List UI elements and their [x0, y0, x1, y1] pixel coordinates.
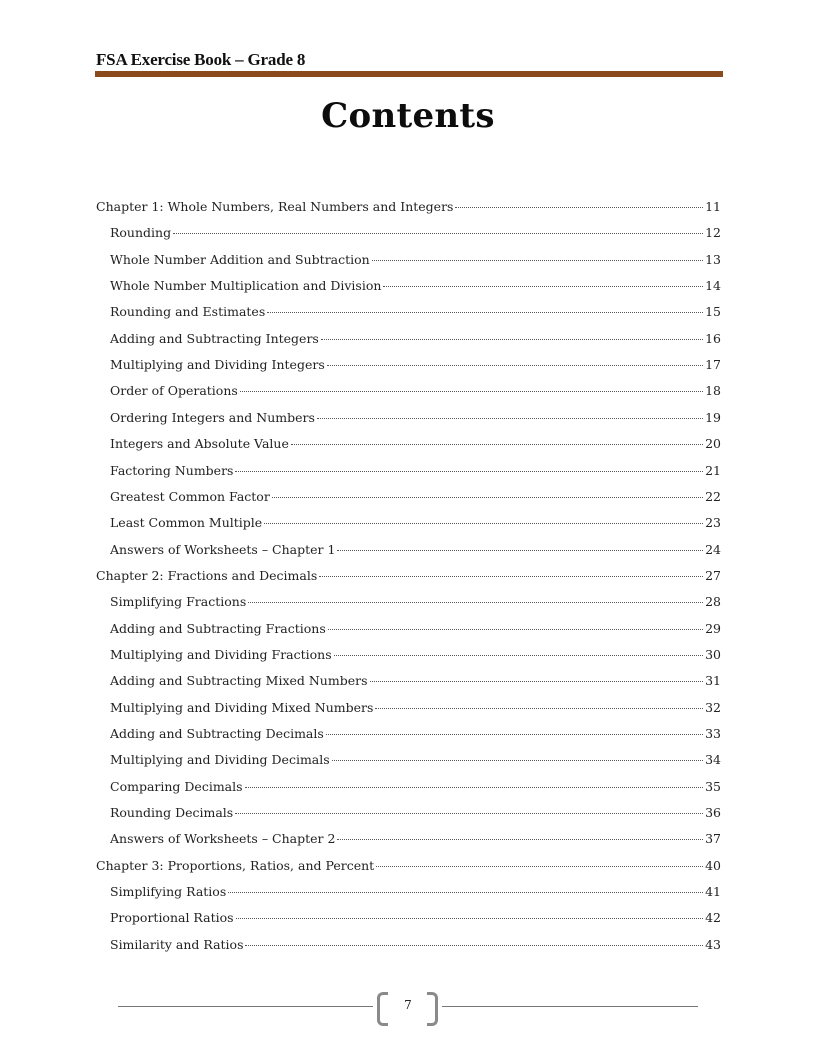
toc-entry[interactable]: [96, 721, 721, 747]
toc-entry-label: Adding and Subtracting Decimals: [110, 726, 324, 741]
toc-entry[interactable]: [96, 458, 721, 484]
toc-entry-page-number: 21: [705, 462, 721, 478]
footer-left-bracket: [377, 992, 388, 1026]
toc-entry-page-number: 29: [705, 620, 721, 636]
toc-entry-label: Order of Operations: [110, 383, 238, 399]
dot-leader: [228, 891, 703, 893]
toc-entry-label: Adding and Subtracting Fractions: [110, 620, 326, 636]
toc-entry-label: Proportional Ratios: [110, 910, 234, 926]
toc-entry-label: Rounding: [110, 225, 172, 241]
toc-entry-page-number: 31: [705, 673, 721, 689]
dot-leader: [375, 707, 703, 709]
toc-entry-label: Simplifying Fractions: [110, 594, 247, 610]
toc-entry[interactable]: [96, 826, 721, 852]
toc-chapter-entry[interactable]: [96, 194, 721, 220]
toc-entry-label: Multiplying and Dividing Mixed Numbers: [110, 699, 374, 715]
toc-entry[interactable]: [96, 800, 721, 826]
toc-entry-page-number: 34: [705, 752, 721, 768]
page-number: 7: [404, 998, 412, 1012]
toc-entry-label: Greatest Common Factor: [110, 488, 270, 504]
toc-entry-page-number: 37: [705, 831, 721, 847]
footer-rule-left: [118, 1006, 373, 1007]
toc-entry[interactable]: [96, 405, 721, 431]
toc-entry-page-number: 11: [705, 199, 721, 214]
toc-entry-label: Integers and Absolute Value: [110, 436, 289, 452]
toc-entry-label: Comparing Decimals: [110, 778, 243, 794]
dot-leader: [291, 443, 703, 445]
dot-leader: [245, 944, 703, 946]
toc-entry-page-number: 18: [705, 383, 721, 399]
toc-entry-label: Ordering Integers and Numbers: [110, 409, 315, 425]
toc-entry[interactable]: [96, 326, 721, 352]
toc-entry-label: Least Common Multiple: [110, 515, 263, 531]
toc-entry-label: Multiplying and Dividing Integers: [110, 357, 325, 373]
dot-leader: [370, 680, 704, 682]
toc-entry-label: Answers of Worksheets – Chapter 1: [110, 541, 336, 557]
toc-entry-label: Factoring Numbers: [110, 462, 234, 478]
header-rule: [95, 71, 723, 77]
toc-entry-page-number: 28: [705, 594, 721, 610]
dot-leader: [267, 311, 703, 313]
toc-entry[interactable]: [96, 695, 721, 721]
toc-entry[interactable]: [96, 247, 721, 273]
dot-leader: [321, 338, 703, 340]
running-header-title: FSA Exercise Book – Grade 8: [96, 50, 306, 69]
toc-entry-label: Whole Number Addition and Subtraction: [110, 251, 370, 267]
toc-entry-page-number: 35: [705, 778, 721, 794]
toc-entry[interactable]: [96, 431, 721, 457]
toc-entry-label: Adding and Subtracting Integers: [110, 330, 319, 346]
toc-entry-page-number: 32: [705, 699, 721, 715]
toc-entry-page-number: 14: [705, 278, 721, 294]
dot-leader: [455, 206, 703, 208]
toc-entry-label: Chapter 2: Fractions and Decimals: [96, 567, 318, 583]
toc-entry-page-number: 15: [705, 304, 721, 320]
toc-entry[interactable]: [96, 932, 721, 958]
dot-leader: [372, 259, 703, 261]
toc-entry[interactable]: [96, 484, 721, 510]
toc-entry-label: Simplifying Ratios: [110, 884, 227, 900]
toc-entry-label: Whole Number Multiplication and Division: [110, 278, 382, 294]
toc-entry[interactable]: [96, 774, 721, 800]
dot-leader: [235, 812, 703, 814]
toc-entry-page-number: 41: [705, 884, 721, 900]
toc-entry-label: Chapter 3: Proportions, Ratios, and Percent: [96, 857, 375, 873]
toc-entry-label: Similarity and Ratios: [110, 936, 244, 952]
dot-leader: [264, 522, 703, 524]
toc-entry[interactable]: [96, 299, 721, 325]
toc-entry[interactable]: [96, 642, 721, 668]
dot-leader: [236, 917, 703, 919]
toc-entry-page-number: 33: [705, 726, 721, 741]
toc-chapter-entry[interactable]: [96, 563, 721, 589]
toc-entry[interactable]: [96, 510, 721, 536]
dot-leader: [332, 759, 703, 761]
toc-entry-page-number: 20: [705, 436, 721, 452]
toc-entry-page-number: 40: [705, 857, 721, 873]
toc-entry-page-number: 24: [705, 541, 721, 557]
toc-entry-label: Rounding Decimals: [110, 805, 234, 821]
toc-entry-label: Multiplying and Dividing Fractions: [110, 646, 332, 662]
dot-leader: [328, 628, 703, 630]
dot-leader: [337, 838, 703, 840]
dot-leader: [245, 786, 703, 788]
toc-entry-page-number: 30: [705, 646, 721, 662]
toc-entry[interactable]: [96, 668, 721, 694]
toc-entry-label: Adding and Subtracting Mixed Numbers: [110, 673, 368, 689]
footer-rule-right: [442, 1006, 698, 1007]
toc-entry-label: Rounding and Estimates: [110, 304, 266, 320]
dot-leader: [173, 232, 703, 234]
toc-entry[interactable]: [96, 747, 721, 773]
toc-entry-label: Answers of Worksheets – Chapter 2: [110, 831, 336, 847]
dot-leader: [272, 496, 703, 498]
toc-entry[interactable]: [96, 616, 721, 642]
dot-leader: [334, 654, 703, 656]
toc-entry[interactable]: [96, 879, 721, 905]
dot-leader: [248, 601, 703, 603]
toc-entry-page-number: 12: [705, 225, 721, 241]
dot-leader: [235, 470, 703, 472]
toc-entry-page-number: 43: [705, 936, 721, 952]
toc-entry-page-number: 17: [705, 357, 721, 373]
dot-leader: [376, 865, 703, 867]
toc-entry-page-number: 42: [705, 910, 721, 926]
toc-entry-page-number: 16: [705, 330, 721, 346]
dot-leader: [317, 417, 703, 419]
toc-entry[interactable]: [96, 352, 721, 378]
toc-entry-label: Chapter 1: Whole Numbers, Real Numbers and Integers: [96, 199, 454, 214]
toc-entry[interactable]: [96, 905, 721, 931]
toc-entry-page-number: 27: [705, 567, 721, 583]
toc-chapter-entry[interactable]: [96, 853, 721, 879]
dot-leader: [383, 285, 703, 287]
toc-entry[interactable]: [96, 378, 721, 404]
dot-leader: [326, 733, 703, 735]
footer-right-bracket: [427, 992, 438, 1026]
toc-entry-page-number: 36: [705, 805, 721, 821]
page-title: Contents: [321, 96, 495, 136]
toc-entry-page-number: 19: [705, 409, 721, 425]
dot-leader: [240, 390, 703, 392]
toc-entry-page-number: 23: [705, 515, 721, 531]
toc-entry-label: Multiplying and Dividing Decimals: [110, 752, 330, 768]
toc-entry[interactable]: [96, 537, 721, 563]
toc-entry[interactable]: [96, 220, 721, 246]
toc-entry-page-number: 22: [705, 488, 721, 504]
dot-leader: [337, 549, 703, 551]
toc-entry-page-number: 13: [705, 251, 721, 267]
dot-leader: [327, 364, 703, 366]
toc-entry[interactable]: [96, 273, 721, 299]
toc-entry[interactable]: [96, 589, 721, 615]
dot-leader: [319, 575, 703, 577]
